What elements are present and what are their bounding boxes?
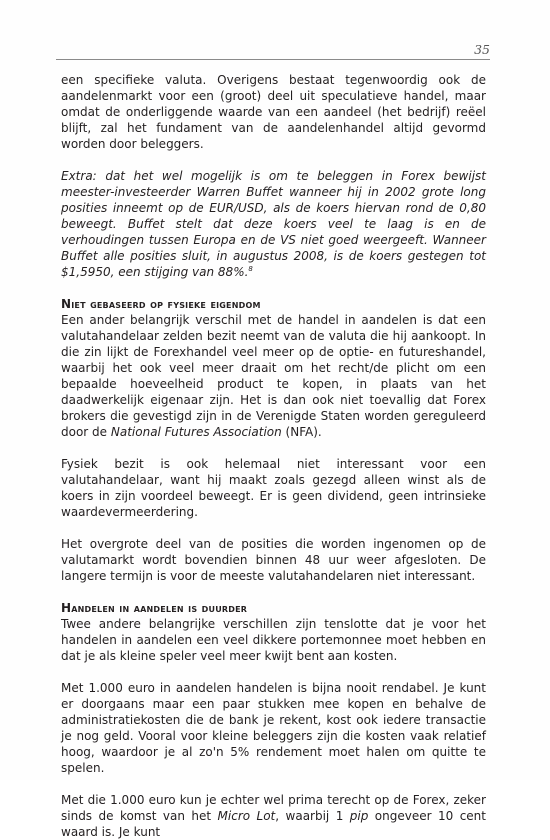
section-heading-stocks-expensive: Handelen in aandelen is duurder	[61, 601, 248, 615]
paragraph-differences: Twee andere belangrijke verschillen zijn tenslotte dat je voor het handelen in aandelen een veel dikkere portemonnee moet hebben en dat je als kleine speler veel meer kwijt bent aan kosten.	[61, 617, 486, 663]
footnote-marker: 8	[248, 265, 253, 273]
page-number: 35	[474, 42, 490, 57]
nfa-name: National Futures Association	[110, 425, 282, 439]
paragraph-micro-lot: Met die 1.000 euro kun je echter wel prima terecht op de Forex, zeker sinds de komst van het Micro Lot, waarbij 1 pip ongeveer 10 cent waard is. Je kunt	[61, 793, 486, 839]
extra-note-text: Extra: dat het wel mogelijk is om te beleggen in Forex bewijst meester-investeerder Warren Buffet wanneer hij in 2002 grote long posities inneemt op de EUR/USD, als de koers hiervan rond de 0,80 beweegt. Buffet stelt dat deze koers veel te laag is en de verhoudingen tussen Europa en de VS niet goed weergeeft. Wanneer Buffet alle posities sluit, in augustus 2008, is de koers gestegen tot $1,5950, een stijging van 88%.	[61, 169, 486, 279]
extra-note	[61, 168, 486, 280]
header-rule	[56, 59, 490, 60]
paragraph-ownership: Een ander belangrijk verschil met de handel in aandelen is dat een valutahandelaar zelden bezit neemt van de valuta die hij aankoopt. In die zin lijkt de Forexhandel veel meer op de optie- en futureshandel, waarbij het ook veel meer draait om het recht/de plicht om een bepaalde hoeveelheid product te kopen, in plaats van het daadwerkelijk eigenaar zijn. Het is dan ook niet toevallig dat Forex brokers die gevestigd zijn in de Verenigde Staten worden gereguleerd door de National Futures Association (NFA).	[61, 313, 486, 439]
page-body	[61, 72, 486, 840]
paragraph-physical-possession: Fysiek bezit is ook helemaal niet interessant voor een valutahandelaar, want hij maakt zoals gezegd alleen winst als de koers in zijn voordeel beweegt. Er is geen dividend, geen intrinsieke waardevermeerdering.	[61, 457, 486, 519]
paragraph-intro: een specifieke valuta. Overigens bestaat tegenwoordig ook de aandelenmarkt voor een (groot) deel uit speculatieve handel, maar omdat de onderliggende waarde van een aandeel (het bedrijf) reëel blijft, zal het fundament van de aandelenhandel altijd gevormd worden door beleggers.	[61, 73, 486, 151]
micro-lot-term: Micro Lot	[217, 809, 276, 823]
paragraph-1000-euro: Met 1.000 euro in aandelen handelen is bijna nooit rendabel. Je kunt er doorgaans maar een paar stukken mee kopen en behalve de administratiekosten die de bank je rekent, kost ook iedere transactie je nog geld. Vooral voor kleine beleggers zijn die kosten vaak relatief hoog, waardoor je al zo'n 5% rendement moet halen om quitte te spelen.	[61, 681, 486, 775]
paragraph-positions: Het overgrote deel van de posities die worden ingenomen op de valutamarkt wordt bovendien binnen 48 uur weer afgesloten. De langere termijn is voor de meeste valutahandelaren niet interessant.	[61, 537, 486, 583]
pip-term: pip	[349, 809, 369, 823]
section-heading-physical-ownership: Niet gebaseerd op fysieke eigendom	[61, 297, 261, 311]
